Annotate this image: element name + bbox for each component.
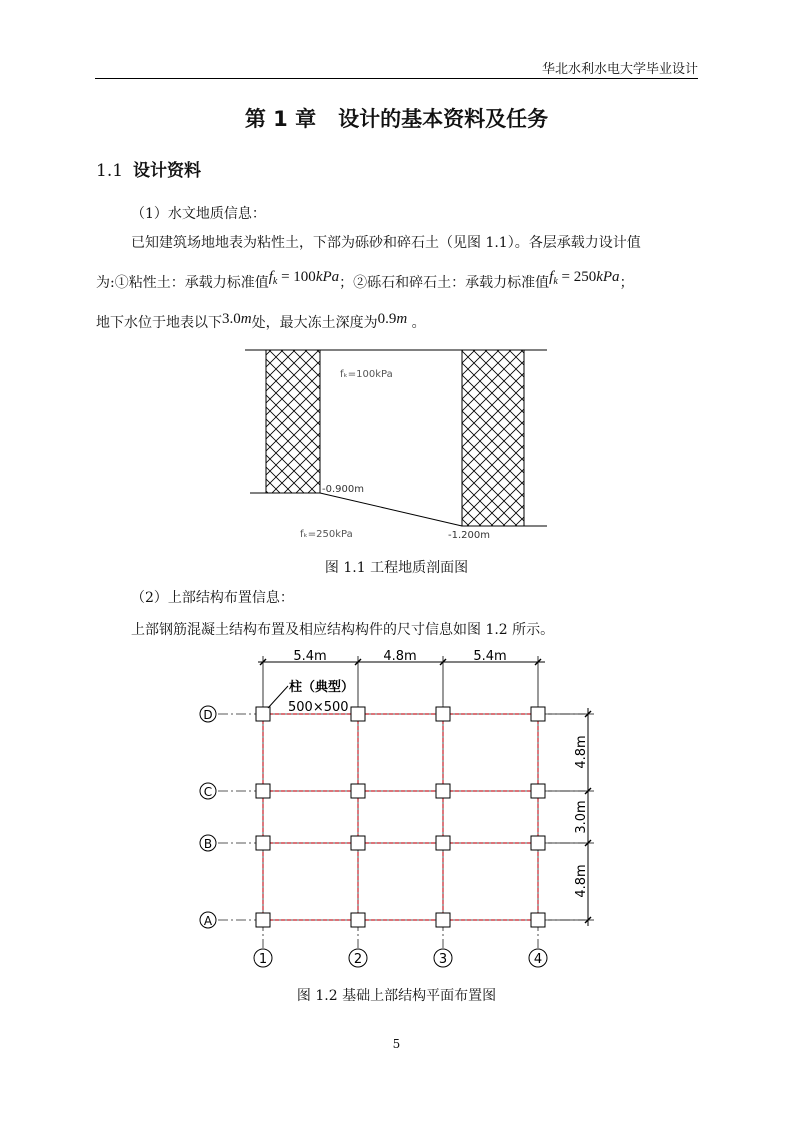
chapter-number: 第 1 章 <box>244 107 317 131</box>
col-axis-label-3: 3 <box>438 952 448 967</box>
frost-value: 0.9 <box>377 311 397 327</box>
formula-frost <box>378 311 408 327</box>
para2-heading: （2）上部结构布置信息： <box>131 590 294 606</box>
fk1-unit: kPa <box>315 269 340 285</box>
row-axis-label-b: B <box>203 837 213 851</box>
header-rule <box>95 78 698 79</box>
section-title: 设计资料 <box>133 161 202 181</box>
formula-depth <box>222 311 252 327</box>
para1-line2-b: ；②砾石和碎石土：承载力标准值 <box>339 275 550 291</box>
fk1-symbol: f <box>268 269 273 285</box>
fk2-subscript: k <box>553 276 558 287</box>
column-leader-line <box>268 686 288 708</box>
upper-layer-capacity-label: fₖ=100kPa <box>340 369 393 380</box>
structure-plan-figure <box>0 640 793 980</box>
span-label-top-2: 4.8m <box>383 649 417 664</box>
elevation-right-label: -1.200m <box>448 530 490 541</box>
formula-fk-100 <box>269 269 339 285</box>
axis-lines <box>218 705 585 948</box>
chapter-title-text: 设计的基本资料及任务 <box>338 107 549 131</box>
col-axis-label-2: 2 <box>353 952 363 967</box>
para1-line3 <box>96 313 426 333</box>
page-number: 5 <box>392 1037 401 1051</box>
row-axis-label-a: A <box>203 914 213 928</box>
para2-line1: 上部钢筋混凝土结构布置及相应结构构件的尺寸信息如图 1.2 所示。 <box>131 622 555 638</box>
lower-layer-capacity-label: fₖ=250kPa <box>300 529 353 540</box>
frost-unit: m <box>396 311 408 327</box>
layer-line-slope <box>320 493 462 526</box>
para1-line2-c: ； <box>619 275 634 291</box>
left-hatched-block <box>266 350 320 493</box>
row-axis-label-c: C <box>203 785 213 799</box>
col-axis-label-4: 4 <box>533 952 543 967</box>
row-axis-label-d: D <box>203 708 213 722</box>
geologic-section-figure <box>240 345 550 545</box>
beam-lines <box>263 714 538 920</box>
formula-fk-250 <box>549 269 619 285</box>
para1-line2-a: 为:①粘性土：承载力标准值 <box>96 275 269 291</box>
section-heading <box>96 156 201 181</box>
span-label-top-3: 5.4m <box>473 649 507 664</box>
figure-1-2-caption: 图 1.2 基础上部结构平面布置图 <box>296 988 497 1004</box>
typical-column-size: 500×500 <box>288 700 349 715</box>
typical-column-label: 柱（典型） <box>289 680 355 695</box>
col-axis-label-1: 1 <box>258 952 268 967</box>
fk1-value: = 100 <box>277 269 316 285</box>
section-number: 1.1 <box>96 161 124 181</box>
figure-1-1-caption: 图 1.1 工程地质剖面图 <box>324 560 469 576</box>
fk1-subscript: k <box>272 276 278 287</box>
depth-value: 3.0 <box>222 311 241 327</box>
header-school-name: 华北水利水电大学毕业设计 <box>541 62 698 77</box>
column-squares <box>256 707 545 927</box>
para1-line3-b: 处，最大冻土深度为 <box>251 315 378 331</box>
para1-line2 <box>96 269 634 298</box>
span-label-top-1: 5.4m <box>293 649 327 664</box>
fk2-unit: kPa <box>596 269 620 285</box>
chapter-title <box>0 103 793 133</box>
para1-heading: （1）水文地质信息： <box>131 206 266 222</box>
right-hatched-block <box>462 350 524 526</box>
row-axis-bubbles <box>200 706 216 928</box>
span-label-right-2: 3.0m <box>574 800 589 834</box>
span-label-right-1: 4.8m <box>574 735 589 769</box>
column-axis-bubbles <box>254 949 547 967</box>
depth-unit: m <box>240 311 252 327</box>
span-label-right-3: 4.8m <box>574 864 589 898</box>
para1-line3-a: 地下水位于地表以下 <box>96 315 222 331</box>
fk2-value: = 250 <box>557 269 597 285</box>
para1-line1: 已知建筑场地地表为粘性土，下部为砾砂和碎石土（见图 1.1）。各层承载力设计值 <box>131 235 641 251</box>
elevation-left-label: -0.900m <box>322 484 364 495</box>
fk2-symbol: f <box>549 269 554 285</box>
para1-line3-c: 。 <box>407 315 426 331</box>
